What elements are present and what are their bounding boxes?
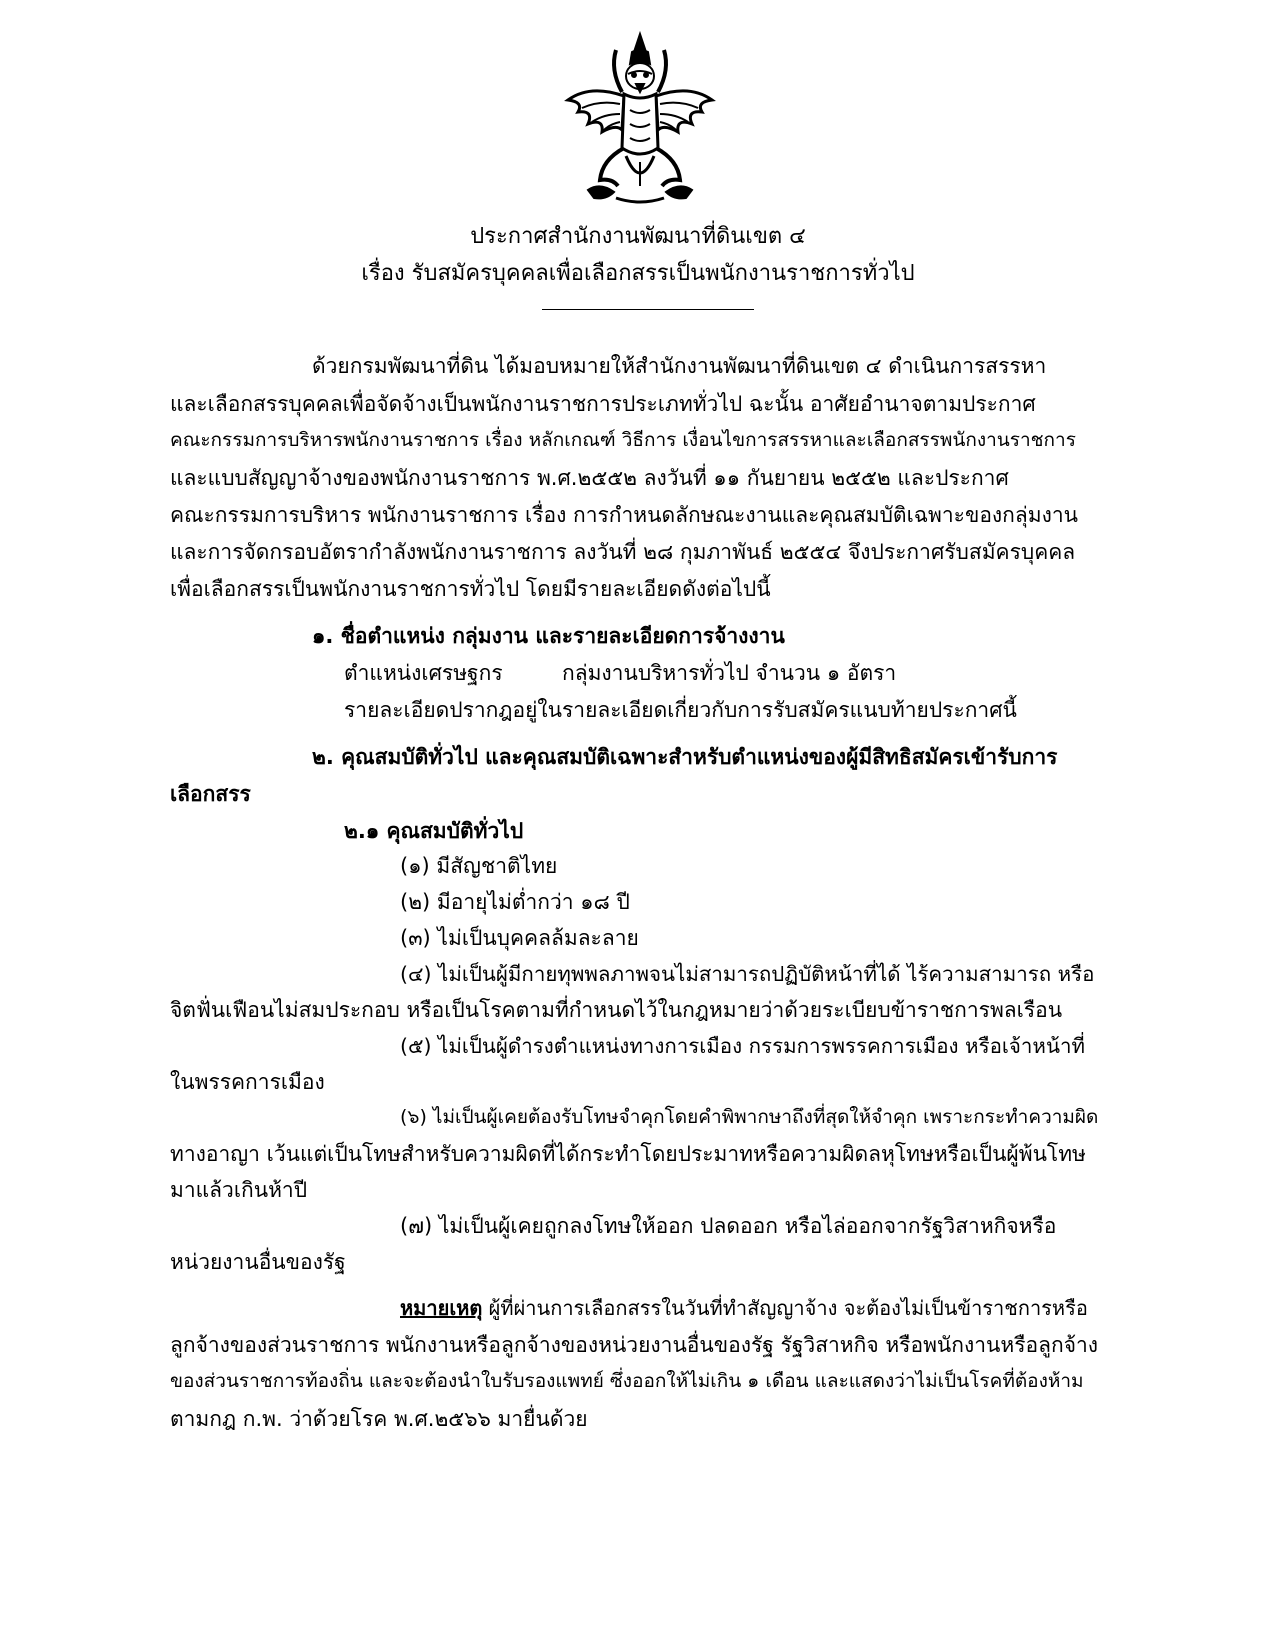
garuda-emblem [560,30,720,210]
note-line-3: ของส่วนราชการท้องถิ่น และจะต้องนำใบรับรองแพทย์ ซึ่งออกให้ไม่เกิน ๑ เดือน และแสดงว่าไม่เป็นโรคที่ต้องห้าม [170,1370,1084,1392]
section-1-heading: ๑. ชื่อตำแหน่ง กลุ่มงาน และรายละเอียดการจ้างงาน [312,624,785,648]
intro-line-6: และการจัดกรอบอัตรากำลังพนักงานราชการ ลงวันที่ ๒๘ กุมภาพันธ์ ๒๕๕๔ จึงประกาศรับสมัครบุคคล [170,540,1076,564]
intro-line-1: ด้วยกรมพัฒนาที่ดิน ได้มอบหมายให้สำนักงานพัฒนาที่ดินเขต ๔ ดำเนินการสรรหา [312,354,1047,378]
title-divider [542,309,754,310]
qualification-4: (๔) ไม่เป็นผู้มีกายทุพพลภาพจนไม่สามารถปฏิบัติหน้าที่ได้ ไร้ความสามารถ หรือ [400,962,1095,986]
section-2-heading-cont: เลือกสรร [170,782,251,806]
qualification-7: (๗) ไม่เป็นผู้เคยถูกลงโทษให้ออก ปลดออก หรือไล่ออกจากรัฐวิสาหกิจหรือ [400,1214,1057,1238]
document-title: ประกาศสำนักงานพัฒนาที่ดินเขต ๔ [470,224,806,249]
section-1-group: กลุ่มงานบริหารทั่วไป จำนวน ๑ อัตรา [562,661,897,685]
intro-line-7: เพื่อเลือกสรรเป็นพนักงานราชการทั่วไป โดยมีรายละเอียดดังต่อไปนี้ [170,577,771,601]
section-2-1-heading: ๒.๑ คุณสมบัติทั่วไป [344,819,524,843]
intro-line-3: คณะกรรมการบริหารพนักงานราชการ เรื่อง หลักเกณฑ์ วิธีการ เงื่อนไขการสรรหาและเลือกสรรพนักงานราชการ [170,429,1076,451]
document-subject: เรื่อง รับสมัครบุคคลเพื่อเลือกสรรเป็นพนักงานราชการทั่วไป [361,261,915,286]
note-line-2: ลูกจ้างของส่วนราชการ พนักงานหรือลูกจ้างของหน่วยงานอื่นของรัฐ รัฐวิสาหกิจ หรือพนักงานหรือลูกจ้าง [170,1333,1099,1357]
section-2-heading: ๒. คุณสมบัติทั่วไป และคุณสมบัติเฉพาะสำหรับตำแหน่งของผู้มีสิทธิสมัครเข้ารับการ [312,745,1058,769]
section-1-position: ตำแหน่งเศรษฐกร [344,661,503,685]
qualification-7-cont: หน่วยงานอื่นของรัฐ [170,1250,346,1274]
qualification-4-cont: จิตฟั่นเฟือนไม่สมประกอบ หรือเป็นโรคตามที่กำหนดไว้ในกฎหมายว่าด้วยระเบียบข้าราชการพลเรือน [170,998,1063,1022]
qualification-6: (๖) ไม่เป็นผู้เคยต้องรับโทษจำคุกโดยคำพิพากษาถึงที่สุดให้จำคุก เพราะกระทำความผิด [400,1106,1099,1128]
intro-line-5: คณะกรรมการบริหาร พนักงานราชการ เรื่อง การกำหนดลักษณะงานและคุณสมบัติเฉพาะของกลุ่มงาน [170,503,1079,527]
note-text-1: ผู้ที่ผ่านการเลือกสรรในวันที่ทำสัญญาจ้าง จะต้องไม่เป็นข้าราชการหรือ [482,1296,1088,1320]
qualification-5-cont: ในพรรคการเมือง [170,1070,325,1094]
qualification-6-cont: ทางอาญา เว้นแต่เป็นโทษสำหรับความผิดที่ได้กระทำโดยประมาทหรือความผิดลหุโทษหรือเป็นผู้พ้นโทษ [170,1142,1086,1166]
intro-line-4: และแบบสัญญาจ้างของพนักงานราชการ พ.ศ.๒๕๕๒ ลงวันที่ ๑๑ กันยายน ๒๕๕๒ และประกาศ [170,466,1009,490]
intro-line-2: และเลือกสรรบุคคลเพื่อจัดจ้างเป็นพนักงานราชการประเภททั่วไป ฉะนั้น อาศัยอำนาจตามประกาศ [170,392,1036,416]
section-1-detail: รายละเอียดปรากฎอยู่ในรายละเอียดเกี่ยวกับการรับสมัครแนบท้ายประกาศนี้ [344,698,1017,722]
qualification-6-cont-2: มาแล้วเกินห้าปี [170,1178,308,1202]
qualification-1: (๑) มีสัญชาติไทย [400,854,558,878]
note-line-4: ตามกฎ ก.พ. ว่าด้วยโรค พ.ศ.๒๕๖๖ มายื่นด้วย [170,1407,588,1431]
note-line-1 [400,1298,1088,1318]
note-label: หมายเหตุ [400,1296,483,1320]
qualification-2: (๒) มีอายุไม่ต่ำกว่า ๑๘ ปี [400,890,630,914]
qualification-3: (๓) ไม่เป็นบุคคลล้มละลาย [400,926,639,950]
qualification-5: (๕) ไม่เป็นผู้ดำรงตำแหน่งทางการเมือง กรรมการพรรคการเมือง หรือเจ้าหน้าที่ [400,1034,1085,1058]
